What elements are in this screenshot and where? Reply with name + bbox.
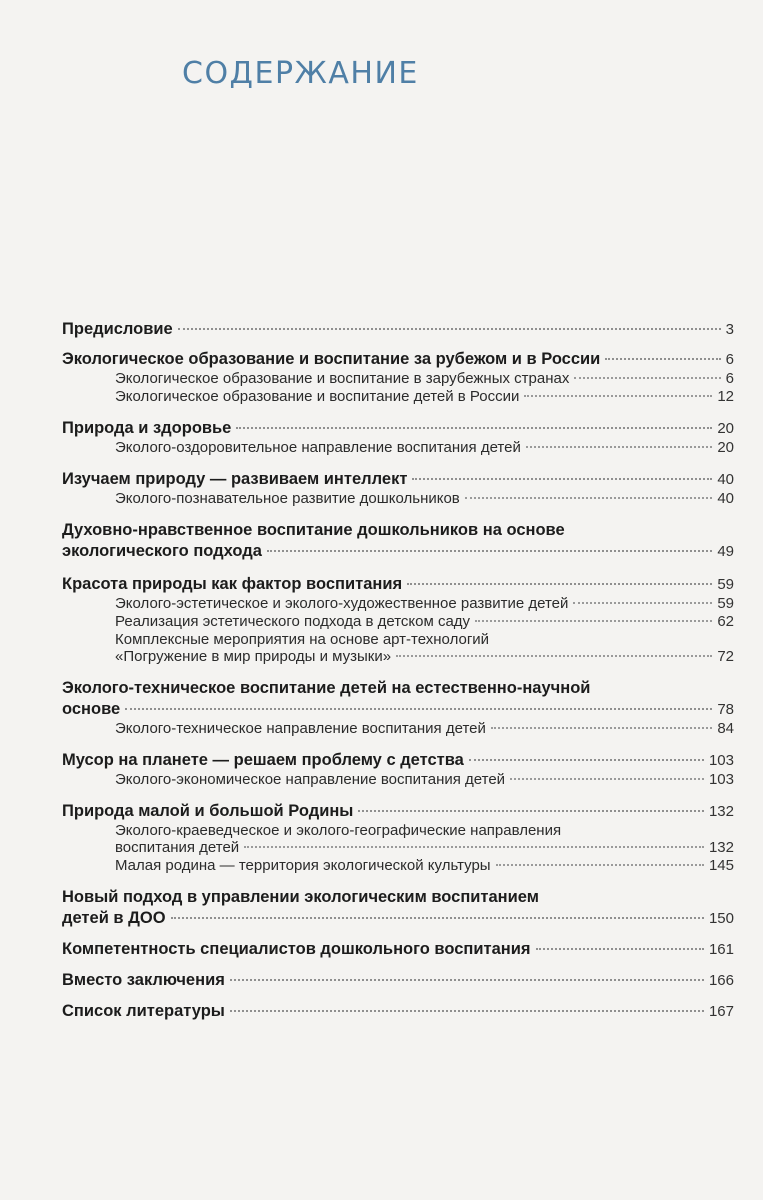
toc-entry-chapter-7 [62, 751, 734, 788]
chapter-title: Список литературы [62, 1002, 225, 1020]
subsection [62, 771, 734, 788]
chapter-title-line-2: детей в ДОО [62, 909, 166, 927]
chapter-title-line-1: Эколого-техническое воспитание детей на естественно-научной [62, 679, 591, 697]
page-number: 20 [717, 420, 734, 437]
page-number: 150 [708, 910, 734, 927]
chapter-title: Мусор на планете — решаем проблему с детства [62, 751, 464, 769]
toc-entry-conclusion [62, 971, 734, 990]
subsection [62, 388, 734, 405]
toc-entry-references [62, 1002, 734, 1021]
chapter-title: Природа и здоровье [62, 419, 232, 437]
subsection-title: Эколого-экономическое направление воспитания детей [115, 771, 506, 788]
chapter-title-line-2: основе [62, 700, 121, 718]
dot-leader [171, 917, 704, 919]
dot-leader [510, 778, 704, 780]
subsection [62, 439, 734, 456]
dot-leader [244, 846, 704, 848]
page-number: 6 [725, 351, 734, 368]
page-number: 59 [717, 576, 734, 593]
page-number: 167 [708, 1003, 734, 1020]
page-number: 40 [717, 490, 734, 507]
dot-leader [475, 620, 712, 622]
chapter-title: Компетентность специалистов дошкольного воспитания [62, 940, 531, 958]
subsection [62, 857, 734, 874]
page-number: 78 [717, 701, 734, 718]
chapter-title: Природа малой и большой Родины [62, 802, 354, 820]
subsection-title-line-2: «Погружение в мир природы и музыки» [115, 648, 392, 665]
toc-entry-chapter-5 [62, 575, 734, 665]
subsection [62, 370, 734, 387]
chapter-title-line-1: Духовно-нравственное воспитание дошкольников на основе [62, 521, 565, 539]
chapter-title: Изучаем природу — развиваем интеллект [62, 470, 408, 488]
toc-entry-chapter-1 [62, 350, 734, 405]
page-number: 84 [717, 720, 734, 737]
toc-entry-chapter-10 [62, 940, 734, 959]
page-number: 49 [717, 543, 734, 560]
toc-entry-chapter-2 [62, 419, 734, 456]
page-number: 20 [717, 439, 734, 456]
page-number: 62 [717, 613, 734, 630]
toc-entry-chapter-9 [62, 888, 734, 928]
chapter-title: Красота природы как фактор воспитания [62, 575, 403, 593]
chapter-title-line-2: экологического подхода [62, 542, 262, 560]
dot-leader [536, 948, 704, 950]
dot-leader [230, 1010, 704, 1012]
subsection [62, 595, 734, 612]
toc-entry-chapter-6 [62, 679, 734, 737]
subsection-title: Эколого-эстетическое и эколого-художественное развитие детей [115, 595, 569, 612]
dot-leader [574, 377, 720, 379]
page-number: 40 [717, 471, 734, 488]
page-title: СОДЕРЖАНИЕ [182, 56, 419, 91]
dot-leader [469, 759, 704, 761]
subsection-title: Эколого-техническое направление воспитания детей [115, 720, 486, 737]
subsection [62, 839, 734, 856]
subsection [62, 720, 734, 737]
dot-leader [524, 395, 712, 397]
page-number: 161 [708, 941, 734, 958]
page-number: 12 [717, 388, 734, 405]
toc-entry-chapter-4 [62, 521, 734, 561]
dot-leader [407, 583, 712, 585]
page-number: 132 [708, 803, 734, 820]
dot-leader [358, 810, 704, 812]
page-number: 145 [708, 857, 734, 874]
dot-leader [396, 655, 712, 657]
dot-leader [526, 446, 712, 448]
dot-leader [496, 864, 704, 866]
subsection-title: Экологическое образование и воспитание детей в России [115, 388, 520, 405]
dot-leader [267, 550, 712, 552]
table-of-contents [62, 320, 734, 1021]
dot-leader [230, 979, 704, 981]
page-number: 166 [708, 972, 734, 989]
chapter-title-line-1: Новый подход в управлении экологическим воспитанием [62, 888, 539, 906]
subsection-title: Реализация эстетического подхода в детском саду [115, 613, 471, 630]
subsection [62, 490, 734, 507]
subsection [62, 648, 734, 665]
dot-leader [605, 358, 720, 360]
dot-leader [125, 708, 712, 710]
subsection-title-line-2: воспитания детей [115, 839, 240, 856]
page-number: 6 [725, 370, 734, 387]
toc-entry-chapter-8 [62, 802, 734, 874]
subsection-title-line-1: Комплексные мероприятия на основе арт-технологий [115, 631, 490, 648]
chapter-title: Вместо заключения [62, 971, 225, 989]
subsection-title: Экологическое образование и воспитание в зарубежных странах [115, 370, 570, 387]
page-number: 3 [725, 321, 734, 338]
dot-leader [178, 328, 721, 330]
dot-leader [236, 427, 712, 429]
subsection-title: Малая родина — территория экологической культуры [115, 857, 491, 874]
page-number: 132 [708, 839, 734, 856]
subsection-title: Эколого-познавательное развитие дошкольников [115, 490, 460, 507]
chapter-title: Экологическое образование и воспитание за рубежом и в России [62, 350, 601, 368]
dot-leader [573, 602, 712, 604]
dot-leader [465, 497, 713, 499]
page-number: 103 [708, 752, 734, 769]
subsection-title: Эколого-оздоровительное направление воспитания детей [115, 439, 521, 456]
dot-leader [491, 727, 712, 729]
dot-leader [412, 478, 712, 480]
toc-entry-preface [62, 320, 734, 339]
page-number: 103 [708, 771, 734, 788]
chapter-title: Предисловие [62, 320, 173, 338]
page-number: 59 [717, 595, 734, 612]
page-number: 72 [717, 648, 734, 665]
subsection [62, 613, 734, 630]
subsection-title-line-1: Эколого-краеведческое и эколого-географические направления [115, 822, 562, 839]
toc-entry-chapter-3 [62, 470, 734, 507]
